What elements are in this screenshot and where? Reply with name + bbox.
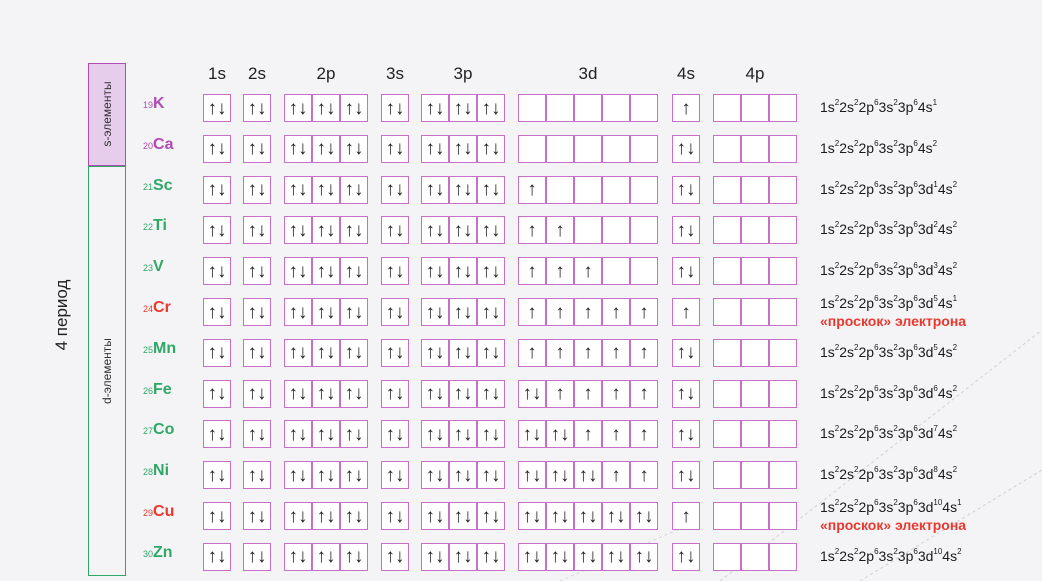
orbital-cell-3p: ↑↓ [449,543,477,571]
orbital-cell-3p: ↑↓ [477,176,505,204]
orbital-cell-4p [769,257,797,285]
orbital-cell-3d: ↑↓ [518,543,546,571]
electron-formula: $1s^22s^22p^63s^23p^63d^14s^2$ [820,179,958,197]
orbital-cell-4s: ↑↓ [672,461,700,489]
orbital-cell-2p: ↑↓ [312,257,340,285]
orbital-cell-3d: ↑↓ [518,420,546,448]
orbital-cell-1s: ↑↓ [203,298,231,326]
electron-formula: $1s^22s^22p^63s^23p^64s^1$ [820,98,938,115]
orbital-cell-3p: ↑↓ [449,135,477,163]
atomic-number: 26 [143,385,154,396]
orbital-cell-3d [574,176,602,204]
orbital-cell-3d: ↑↓ [574,461,602,489]
header-3d: 3d [578,64,598,83]
element-label-k [143,95,165,113]
element-label-zn [143,544,173,562]
orbital-cell-3d: ↑↓ [574,543,602,571]
orbital-cell-3d: ↑ [546,380,574,408]
orbital-cell-4p [713,298,741,326]
orbital-cell-4p [741,380,769,408]
orbital-cell-2p: ↑↓ [340,176,368,204]
element-label-co [143,421,174,439]
orbital-cell-2p: ↑↓ [340,543,368,571]
orbital-cell-3d: ↑ [546,257,574,285]
orbital-cell-1s: ↑↓ [203,543,231,571]
element-symbol: V [153,258,164,276]
orbital-cell-2p: ↑↓ [284,380,312,408]
orbital-cell-3d: ↑↓ [546,420,574,448]
orbital-cell-4s: ↑↓ [672,216,700,244]
orbital-cell-2s: ↑↓ [243,420,271,448]
orbital-cell-3p: ↑↓ [477,502,505,530]
orbital-cell-1s: ↑↓ [203,339,231,367]
orbital-cell-2p: ↑↓ [284,216,312,244]
electron-jump-label: «проскок» электрона [820,313,967,329]
orbital-cell-4s: ↑↓ [672,176,700,204]
orbital-cell-4p [741,461,769,489]
orbital-cell-2p: ↑↓ [340,135,368,163]
orbital-cell-2p: ↑↓ [284,135,312,163]
orbital-cell-3s: ↑↓ [381,543,409,571]
orbital-cell-2p: ↑↓ [284,298,312,326]
orbital-cell-4p [713,420,741,448]
orbital-cell-2p: ↑↓ [284,94,312,122]
orbital-cell-2p: ↑↓ [312,176,340,204]
orbital-cell-4p [713,502,741,530]
orbital-cell-4p [769,216,797,244]
orbital-cell-3p: ↑↓ [449,461,477,489]
orbital-cell-3d: ↑↓ [518,380,546,408]
orbital-cell-2p: ↑↓ [312,380,340,408]
orbital-cell-3p: ↑↓ [421,216,449,244]
header-2p: 2p [316,64,336,83]
orbital-cell-4p [741,94,769,122]
s-elements-bar [88,63,126,166]
orbital-cell-3d [546,135,574,163]
orbital-cell-2p: ↑↓ [340,339,368,367]
orbital-cell-2p: ↑↓ [340,502,368,530]
orbital-cell-2s: ↑↓ [243,543,271,571]
orbital-cell-3d: ↑ [630,380,658,408]
header-1s: 1s [208,64,226,83]
orbital-cell-3p: ↑↓ [449,176,477,204]
orbital-cell-4p [769,135,797,163]
orbital-cell-4p [769,176,797,204]
orbital-cell-3d: ↑ [518,257,546,285]
element-label-ni [143,462,169,480]
orbital-cell-4p [741,176,769,204]
element-symbol: Cr [153,299,171,316]
orbital-cell-1s: ↑↓ [203,135,231,163]
orbital-cell-3p: ↑↓ [477,461,505,489]
electron-formula: $1s^22s^22p^63s^23p^63d^64s^2$ [820,383,958,401]
element-symbol: Ca [153,135,174,153]
orbital-cell-3p: ↑↓ [477,298,505,326]
orbital-cell-2s: ↑↓ [243,502,271,530]
orbital-cell-2s: ↑↓ [243,461,271,489]
orbital-cell-2s: ↑↓ [243,257,271,285]
header-3p: 3p [453,64,473,83]
orbital-cell-3d [518,135,546,163]
element-symbol: Cu [153,503,175,520]
orbital-cell-1s: ↑↓ [203,176,231,204]
orbital-cell-3d [630,257,658,285]
orbital-cell-3p: ↑↓ [421,298,449,326]
orbital-cell-2s: ↑↓ [243,94,271,122]
orbital-cell-2p: ↑↓ [340,298,368,326]
orbital-cell-3d [630,94,658,122]
orbital-cell-4p [741,420,769,448]
orbital-cell-2p: ↑↓ [340,94,368,122]
orbital-cell-3p: ↑↓ [421,135,449,163]
orbital-cell-2p: ↑↓ [312,502,340,530]
orbital-cell-1s: ↑↓ [203,94,231,122]
orbital-cell-3p: ↑↓ [477,216,505,244]
orbital-cell-3d: ↑↓ [630,502,658,530]
orbital-cell-2s: ↑↓ [243,298,271,326]
orbital-cell-3d: ↑ [574,339,602,367]
atomic-number: 29 [143,508,154,518]
atomic-number: 23 [143,263,154,274]
element-label-ca [143,136,173,154]
orbital-cell-3d: ↑↓ [630,543,658,571]
orbital-cell-3s: ↑↓ [381,94,409,122]
orbital-cell-4p [769,502,797,530]
orbital-cell-4p [713,461,741,489]
orbital-cell-1s: ↑↓ [203,257,231,285]
header-3s: 3s [386,64,404,83]
orbital-cell-2p: ↑↓ [340,257,368,285]
atomic-number: 28 [143,467,154,478]
electron-formula: $1s^22s^22p^63s^23p^63d^54s^1$ [820,294,958,311]
orbital-cell-4p [769,94,797,122]
element-label-fe [143,381,172,399]
orbital-cell-3s: ↑↓ [381,420,409,448]
orbital-cell-3d: ↑↓ [602,502,630,530]
orbital-cell-3d: ↑ [574,257,602,285]
orbital-cell-3d: ↑↓ [518,502,546,530]
orbital-cell-2p: ↑↓ [340,216,368,244]
orbital-cell-3p: ↑↓ [421,543,449,571]
orbital-cell-2p: ↑↓ [340,380,368,408]
element-label-cr [143,299,171,317]
orbital-cell-3p: ↑↓ [449,216,477,244]
orbital-cell-3s: ↑↓ [381,216,409,244]
orbital-cell-3d: ↑ [546,339,574,367]
orbital-cell-4s: ↑ [672,94,700,122]
orbital-cell-3d: ↑↓ [546,461,574,489]
orbital-cell-4p [741,298,769,326]
element-symbol: Fe [153,380,172,398]
orbital-cell-3d: ↑ [602,380,630,408]
orbital-cell-3p: ↑↓ [449,257,477,285]
electron-formula: $1s^22s^22p^63s^23p^63d^{10}4s^1$ [820,498,962,515]
element-symbol: K [153,95,165,112]
orbital-cell-3d [546,176,574,204]
element-label-mn [143,340,176,358]
orbital-cell-2s: ↑↓ [243,176,271,204]
orbital-cell-3p: ↑↓ [477,420,505,448]
orbital-cell-4s: ↑↓ [672,135,700,163]
orbital-cell-2p: ↑↓ [284,543,312,571]
orbital-cell-3p: ↑↓ [477,339,505,367]
atomic-number: 19 [143,100,154,110]
orbital-cell-3p: ↑↓ [421,502,449,530]
orbital-cell-1s: ↑↓ [203,461,231,489]
orbital-cell-4p [741,339,769,367]
orbital-cell-2p: ↑↓ [312,339,340,367]
element-label-v [143,258,164,276]
electron-formula: $1s^22s^22p^63s^23p^63d^24s^2$ [820,220,958,238]
atomic-number: 27 [143,426,154,437]
orbital-cell-3d: ↑ [546,216,574,244]
orbital-cell-1s: ↑↓ [203,502,231,530]
orbital-cell-4p [741,543,769,571]
orbital-cell-3d: ↑ [602,420,630,448]
orbital-cell-3s: ↑↓ [381,257,409,285]
orbital-cell-3d: ↑ [630,339,658,367]
orbital-cell-3d: ↑ [574,380,602,408]
orbital-cell-3d: ↑ [602,461,630,489]
orbital-cell-3d: ↑ [518,216,546,244]
orbital-cell-3d: ↑↓ [602,543,630,571]
orbital-cell-3d [602,257,630,285]
orbital-cell-2p: ↑↓ [284,461,312,489]
element-symbol: Co [153,421,175,439]
element-symbol: Ni [153,462,170,480]
orbital-cell-3p: ↑↓ [477,257,505,285]
orbital-cell-3p: ↑↓ [421,461,449,489]
atomic-number: 24 [143,304,154,314]
orbital-cell-3d: ↑ [630,420,658,448]
header-4p: 4p [745,64,765,83]
orbital-cell-3d [602,176,630,204]
orbital-cell-2p: ↑↓ [340,461,368,489]
orbital-cell-2p: ↑↓ [284,420,312,448]
orbital-cell-3s: ↑↓ [381,461,409,489]
orbital-cell-4p [769,339,797,367]
orbital-cell-3d [574,94,602,122]
atomic-number: 21 [143,181,154,192]
orbital-cell-2p: ↑↓ [312,420,340,448]
orbital-cell-3p: ↑↓ [477,94,505,122]
orbital-cell-1s: ↑↓ [203,216,231,244]
orbital-cell-2p: ↑↓ [284,176,312,204]
orbital-cell-3d [574,216,602,244]
orbital-cell-4s: ↑↓ [672,380,700,408]
orbital-cell-2p: ↑↓ [340,420,368,448]
orbital-cell-3d: ↑ [574,420,602,448]
orbital-cell-4p [741,502,769,530]
orbital-cell-4p [713,257,741,285]
orbital-cell-2s: ↑↓ [243,380,271,408]
orbital-cell-3d: ↑ [630,298,658,326]
orbital-cell-3d: ↑↓ [546,543,574,571]
orbital-cell-3p: ↑↓ [449,502,477,530]
orbital-cell-3d: ↑ [518,176,546,204]
orbital-cell-3s: ↑↓ [381,502,409,530]
orbital-cell-2p: ↑↓ [312,94,340,122]
orbital-cell-3p: ↑↓ [477,543,505,571]
orbital-cell-2p: ↑↓ [312,461,340,489]
orbital-cell-3p: ↑↓ [449,339,477,367]
element-symbol: Sc [153,176,173,194]
electron-jump-label: «проскок» электрона [820,517,967,533]
atomic-number: 22 [143,222,154,233]
orbital-cell-3d: ↑ [630,461,658,489]
orbital-cell-3p: ↑↓ [477,135,505,163]
orbital-cell-3p: ↑↓ [449,420,477,448]
orbital-cell-4p [741,257,769,285]
orbital-cell-3p: ↑↓ [449,298,477,326]
orbital-cell-4s: ↑↓ [672,420,700,448]
electron-formula: $1s^22s^22p^63s^23p^64s^2$ [820,138,938,156]
orbital-cell-3d [518,94,546,122]
orbital-cell-4p [769,461,797,489]
electron-formula: $1s^22s^22p^63s^23p^63d^74s^2$ [820,424,958,442]
orbital-cell-1s: ↑↓ [203,380,231,408]
d-elements-label: d-элементы [100,337,114,404]
orbital-cell-3d: ↑ [518,339,546,367]
orbital-cell-3d [574,135,602,163]
header-2s: 2s [248,64,266,83]
element-symbol: Zn [153,543,173,561]
orbital-cell-4p [769,380,797,408]
orbital-cell-4p [769,420,797,448]
orbital-cell-4p [713,380,741,408]
orbital-cell-3d: ↑ [518,298,546,326]
orbital-cell-3d [602,135,630,163]
orbital-cell-2p: ↑↓ [312,543,340,571]
orbital-cell-3s: ↑↓ [381,176,409,204]
orbital-cell-3d [630,135,658,163]
electron-formula: $1s^22s^22p^63s^23p^63d^84s^2$ [820,465,958,483]
atomic-number: 30 [143,548,154,559]
orbital-cell-3d: ↑↓ [574,502,602,530]
orbital-cell-2s: ↑↓ [243,135,271,163]
orbital-cell-4p [713,339,741,367]
orbital-cell-2p: ↑↓ [284,339,312,367]
orbital-cell-3d: ↑ [574,298,602,326]
orbital-cell-3p: ↑↓ [421,380,449,408]
orbital-cell-4p [713,216,741,244]
orbital-cell-4p [741,216,769,244]
atomic-number: 25 [143,344,154,355]
orbital-cell-4s: ↑ [672,502,700,530]
orbital-cell-3p: ↑↓ [421,339,449,367]
orbital-cell-2s: ↑↓ [243,216,271,244]
orbital-cell-4p [713,543,741,571]
orbital-cell-4p [769,543,797,571]
orbital-cell-4p [713,176,741,204]
element-symbol: Ti [153,217,167,235]
element-symbol: Mn [153,339,177,357]
orbital-cell-3s: ↑↓ [381,339,409,367]
orbital-cell-3s: ↑↓ [381,380,409,408]
electron-formula: $1s^22s^22p^63s^23p^63d^34s^2$ [820,261,958,279]
orbital-cell-2p: ↑↓ [284,502,312,530]
orbital-cell-4p [713,94,741,122]
electron-formula: $1s^22s^22p^63s^23p^63d^54s^2$ [820,342,958,360]
orbital-cell-4p [769,298,797,326]
orbital-cell-3p: ↑↓ [421,420,449,448]
orbital-cell-3d [546,94,574,122]
header-4s: 4s [677,64,695,83]
orbital-cell-3p: ↑↓ [421,257,449,285]
orbital-cell-2p: ↑↓ [312,298,340,326]
element-label-cu [143,503,174,521]
orbital-cell-3d: ↑ [602,339,630,367]
orbital-cell-2s: ↑↓ [243,339,271,367]
orbital-cell-3s: ↑↓ [381,298,409,326]
s-elements-label: s-элементы [100,81,114,147]
orbital-cell-3p: ↑↓ [449,94,477,122]
period-label: 4 период [52,279,71,351]
orbital-cell-3s: ↑↓ [381,135,409,163]
orbital-cell-3p: ↑↓ [421,94,449,122]
orbital-cell-3p: ↑↓ [421,176,449,204]
orbital-cell-3d [602,94,630,122]
orbital-cell-4s: ↑ [672,298,700,326]
orbital-cell-3d: ↑↓ [546,502,574,530]
orbital-cell-3d: ↑ [546,298,574,326]
orbital-cell-4s: ↑↓ [672,257,700,285]
orbital-cell-3p: ↑↓ [477,380,505,408]
element-label-sc [143,177,173,195]
orbital-cell-3d [602,216,630,244]
orbital-cell-4s: ↑↓ [672,339,700,367]
element-label-ti [143,217,167,235]
d-elements-bar [88,166,126,576]
orbital-cell-3p: ↑↓ [449,380,477,408]
orbital-cell-3d: ↑ [602,298,630,326]
orbital-cell-4s: ↑↓ [672,543,700,571]
electron-formula: $1s^22s^22p^63s^23p^63d^{10}4s^2$ [820,546,962,564]
orbital-cell-4p [713,135,741,163]
orbital-cell-2p: ↑↓ [312,216,340,244]
atomic-number: 20 [143,140,154,151]
orbital-cell-3d [630,216,658,244]
orbital-cell-4p [741,135,769,163]
orbital-cell-2p: ↑↓ [284,257,312,285]
orbital-cell-1s: ↑↓ [203,420,231,448]
orbital-cell-3d [630,176,658,204]
orbital-cell-3d: ↑↓ [518,461,546,489]
orbital-cell-2p: ↑↓ [312,135,340,163]
